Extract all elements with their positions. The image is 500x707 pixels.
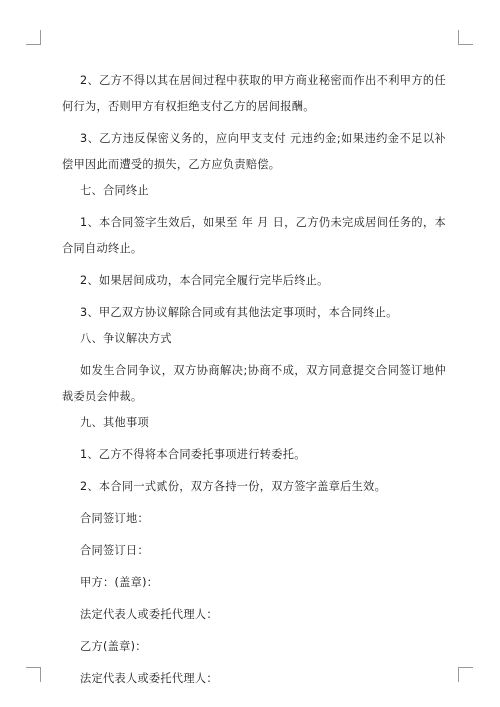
- crop-mark-top-right: [458, 30, 473, 45]
- section-heading-termination: 七、合同终止: [80, 184, 149, 197]
- clause-confidentiality-2: 2、乙方不得以其在居间过程中获取的甲方商业秘密而作出不利甲方的任何行为，否则甲方有权拒绝支付乙方的居间报酬。: [62, 74, 446, 113]
- crop-mark-bottom-left: [26, 667, 41, 682]
- party-a-representative: 法定代表人或委托代理人：: [80, 608, 218, 621]
- clause-dispute: 如发生合同争议，双方协商解决;协商不成，双方同意提交合同签订地仲裁委员会仲裁。: [62, 364, 446, 403]
- crop-mark-top-left: [26, 30, 41, 45]
- clause-termination-1: 1、本合同签字生效后，如果至 年 月 日，乙方仍未完成居间任务的，本合同自动终止。: [62, 216, 446, 255]
- clause-termination-2: 2、如果居间成功，本合同完全履行完毕后终止。: [80, 274, 329, 287]
- party-a-seal: 甲方：(盖章)：: [80, 576, 159, 589]
- party-b-representative: 法定代表人或委托代理人：: [80, 672, 218, 685]
- document-page: [62, 68, 446, 692]
- clause-other-1: 1、乙方不得将本合同委托事项进行转委托。: [80, 448, 306, 461]
- clause-confidentiality-3: 3、乙方违反保密义务的，应向甲支支付 元违约金;如果违约金不足以补偿甲因此而遭受的损失，乙方应负责赔偿。: [62, 132, 446, 171]
- crop-mark-bottom-right: [458, 667, 473, 682]
- signing-date: 合同签订日：: [80, 544, 149, 557]
- clause-termination-3: 3、甲乙双方协议解除合同或有其他法定事项时，本合同终止。: [80, 306, 398, 319]
- section-heading-dispute: 八、争议解决方式: [80, 332, 172, 345]
- clause-other-2: 2、本合同一式贰份，双方各持一份，双方签字盖章后生效。: [80, 480, 387, 493]
- section-heading-other: 九、其他事项: [80, 416, 149, 429]
- signing-place: 合同签订地：: [80, 512, 149, 525]
- party-b-seal: 乙方(盖章)：: [80, 640, 147, 653]
